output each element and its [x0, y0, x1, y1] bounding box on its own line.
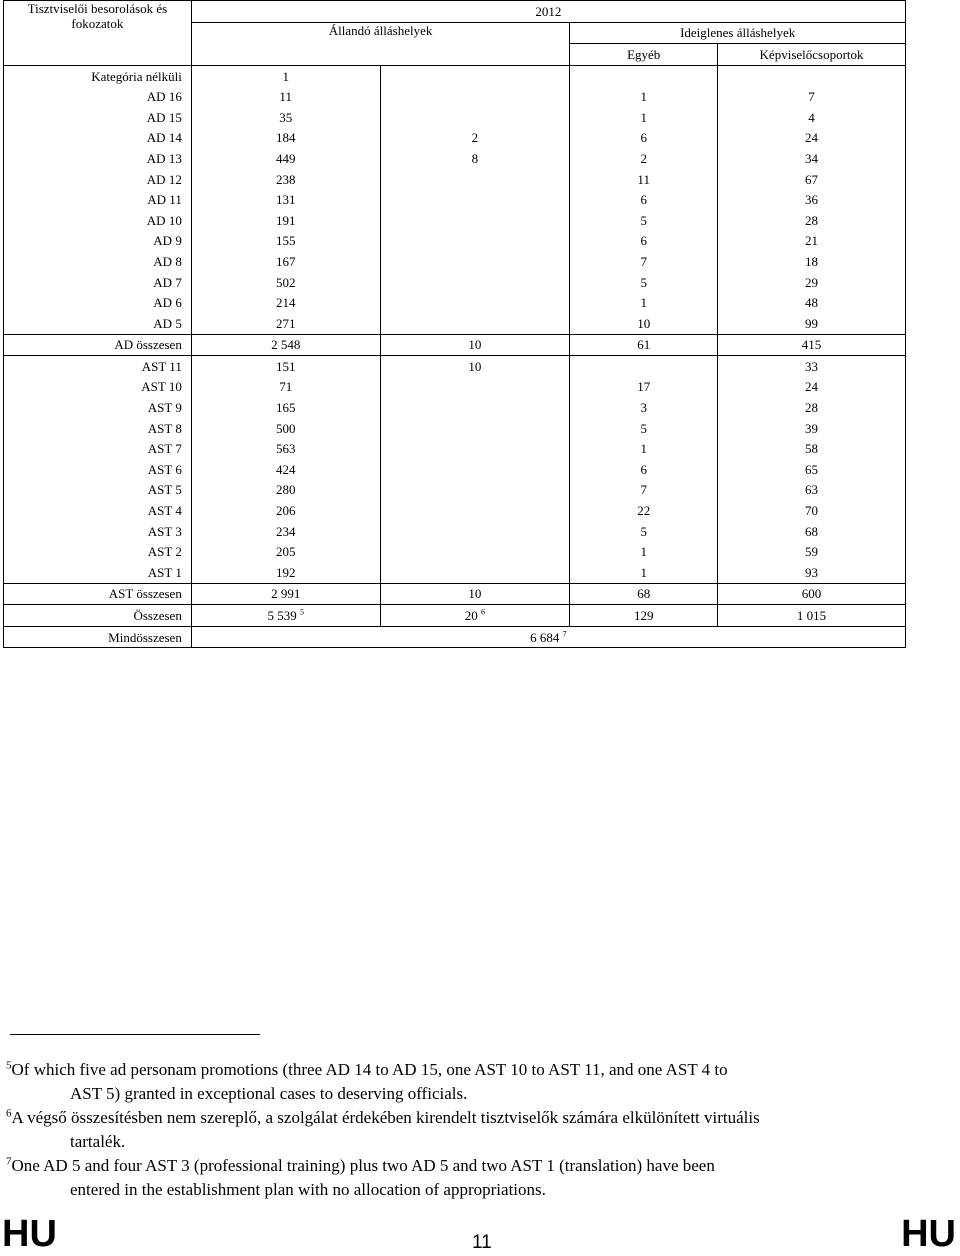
grade-cell: Kategória nélküli [4, 65, 192, 86]
permanent-cell: 11 [191, 86, 380, 107]
permanent-cell: 424 [191, 459, 380, 480]
political-groups-cell: 48 [718, 292, 906, 313]
table-row [4, 562, 906, 583]
political-groups-cell: 28 [718, 210, 906, 231]
political-groups-cell: 67 [718, 169, 906, 190]
temporary-other-cell: 5 [570, 210, 718, 231]
temporary-other-cell: 11 [570, 169, 718, 190]
political-groups-cell: 18 [718, 251, 906, 272]
permanent-other-cell [380, 459, 570, 480]
political-groups-cell: 65 [718, 459, 906, 480]
table-row [4, 107, 906, 128]
permanent-other-cell [380, 397, 570, 418]
grade-cell: AD 12 [4, 169, 192, 190]
grade-cell: AST 7 [4, 438, 192, 459]
political-groups-cell: 28 [718, 397, 906, 418]
table-row [4, 459, 906, 480]
grade-cell: AST 9 [4, 397, 192, 418]
permanent-other-cell [380, 86, 570, 107]
total-groups-cell: 1 015 [718, 605, 906, 627]
table-row [4, 438, 906, 459]
table-row [4, 65, 906, 86]
temporary-other-cell: 6 [570, 231, 718, 252]
header-temporary: Ideiglenes álláshelyek [570, 22, 906, 44]
temporary-other-cell: 68 [570, 583, 718, 605]
permanent-cell: 234 [191, 521, 380, 542]
political-groups-cell: 29 [718, 272, 906, 293]
permanent-other-cell [380, 210, 570, 231]
permanent-cell: 1 [191, 65, 380, 86]
permanent-other-cell: 2 [380, 128, 570, 149]
footer-language-right: HU [901, 1213, 956, 1255]
table-row [4, 189, 906, 210]
table-row [4, 128, 906, 149]
permanent-other-cell [380, 272, 570, 293]
permanent-cell: 280 [191, 480, 380, 501]
permanent-other-cell [380, 313, 570, 334]
grand-total-row [4, 626, 906, 648]
subtotal-row [4, 583, 906, 605]
temporary-other-cell: 10 [570, 313, 718, 334]
grade-cell: AD 16 [4, 86, 192, 107]
table-row [4, 313, 906, 334]
permanent-cell: 2 991 [191, 583, 380, 605]
permanent-other-cell [380, 251, 570, 272]
temporary-other-cell: 1 [570, 107, 718, 128]
temporary-other-cell: 1 [570, 562, 718, 583]
establishment-plan-table [3, 0, 906, 648]
grade-cell: AD 8 [4, 251, 192, 272]
permanent-cell: 449 [191, 148, 380, 169]
permanent-cell: 165 [191, 397, 380, 418]
grade-cell: AD 11 [4, 189, 192, 210]
permanent-cell: 2 548 [191, 334, 380, 356]
permanent-other-cell: 10 [380, 334, 570, 356]
grade-cell: AD 15 [4, 107, 192, 128]
grade-cell: AST 6 [4, 459, 192, 480]
political-groups-cell: 21 [718, 231, 906, 252]
temporary-other-cell: 1 [570, 438, 718, 459]
permanent-other-cell: 10 [380, 356, 570, 377]
temporary-other-cell: 5 [570, 272, 718, 293]
permanent-other-cell [380, 500, 570, 521]
permanent-cell: 500 [191, 418, 380, 439]
permanent-cell: 167 [191, 251, 380, 272]
header-year: 2012 [191, 1, 905, 23]
political-groups-cell: 59 [718, 541, 906, 562]
grade-cell: AST összesen [4, 583, 192, 605]
temporary-other-cell: 6 [570, 459, 718, 480]
grand-total-label: Mindösszesen [4, 626, 192, 648]
permanent-cell: 191 [191, 210, 380, 231]
permanent-other-cell [380, 65, 570, 86]
political-groups-cell: 24 [718, 377, 906, 398]
temporary-other-cell: 2 [570, 148, 718, 169]
permanent-cell: 192 [191, 562, 380, 583]
political-groups-cell: 39 [718, 418, 906, 439]
permanent-other-cell [380, 562, 570, 583]
permanent-cell: 184 [191, 128, 380, 149]
political-groups-cell: 68 [718, 521, 906, 542]
temporary-other-cell: 7 [570, 480, 718, 501]
table-row [4, 418, 906, 439]
total-permanent-cell: 5 539 $^5$ [191, 605, 380, 627]
grade-cell: AD 7 [4, 272, 192, 293]
footnote-6: $^6$A végső összesítésben nem szereplő, a szolgálat érdekében kirendelt tisztviselők számára elkülönített virtuális tartalék. [6, 1107, 760, 1151]
political-groups-cell: 24 [718, 128, 906, 149]
page-number: 11 [472, 1232, 492, 1253]
political-groups-cell: 70 [718, 500, 906, 521]
grade-cell: AD 5 [4, 313, 192, 334]
political-groups-cell: 415 [718, 334, 906, 356]
permanent-cell: 151 [191, 356, 380, 377]
total-row [4, 605, 906, 627]
grade-cell: AST 11 [4, 356, 192, 377]
temporary-other-cell: 1 [570, 292, 718, 313]
political-groups-cell: 63 [718, 480, 906, 501]
permanent-other-cell [380, 418, 570, 439]
political-groups-cell: 93 [718, 562, 906, 583]
grade-cell: AD 10 [4, 210, 192, 231]
permanent-other-cell [380, 189, 570, 210]
grade-cell: AST 1 [4, 562, 192, 583]
total-other-cell: 20 $^6$ [380, 605, 570, 627]
footnote-7: $^7$One AD 5 and four AST 3 (professional training) plus two AD 5 and two AST 1 (translation) have been entered in the establishment plan with no allocation of appropriations. [6, 1155, 715, 1199]
table-row [4, 210, 906, 231]
grade-cell: AST 2 [4, 541, 192, 562]
political-groups-cell: 7 [718, 86, 906, 107]
table-row [4, 377, 906, 398]
temporary-other-cell: 7 [570, 251, 718, 272]
total-label: Összesen [4, 605, 192, 627]
temporary-other-cell: 22 [570, 500, 718, 521]
table-row [4, 480, 906, 501]
grade-cell: AD 14 [4, 128, 192, 149]
header-permanent: Állandó álláshelyek [191, 22, 569, 65]
grade-cell: AST 4 [4, 500, 192, 521]
temporary-other-cell: 17 [570, 377, 718, 398]
political-groups-cell: 58 [718, 438, 906, 459]
permanent-other-cell [380, 438, 570, 459]
permanent-other-cell [380, 521, 570, 542]
header-other: Egyéb [570, 44, 718, 66]
grade-cell: AD 13 [4, 148, 192, 169]
permanent-cell: 563 [191, 438, 380, 459]
grade-cell: AST 3 [4, 521, 192, 542]
table-row [4, 86, 906, 107]
table-row [4, 292, 906, 313]
temporary-other-cell: 1 [570, 86, 718, 107]
grade-cell: AST 8 [4, 418, 192, 439]
temporary-other-cell: 3 [570, 397, 718, 418]
table-row [4, 521, 906, 542]
permanent-cell: 214 [191, 292, 380, 313]
grade-cell: AD összesen [4, 334, 192, 356]
table-row [4, 169, 906, 190]
header-groups: Képviselőcsoportok [718, 44, 906, 66]
grade-cell: AD 9 [4, 231, 192, 252]
table-row [4, 541, 906, 562]
permanent-cell: 205 [191, 541, 380, 562]
political-groups-cell: 99 [718, 313, 906, 334]
table-row [4, 231, 906, 252]
temporary-other-cell: 61 [570, 334, 718, 356]
permanent-other-cell [380, 541, 570, 562]
permanent-cell: 155 [191, 231, 380, 252]
permanent-cell: 35 [191, 107, 380, 128]
footnote-separator [10, 1034, 260, 1035]
table-row [4, 272, 906, 293]
grand-total-value: 6 684 $^7$ [191, 626, 905, 648]
grade-cell: AD 6 [4, 292, 192, 313]
permanent-other-cell [380, 169, 570, 190]
political-groups-cell: 33 [718, 356, 906, 377]
temporary-other-cell: 6 [570, 189, 718, 210]
permanent-other-cell: 8 [380, 148, 570, 169]
political-groups-cell: 4 [718, 107, 906, 128]
table-row [4, 356, 906, 377]
table-row [4, 500, 906, 521]
table-row [4, 397, 906, 418]
political-groups-cell [718, 65, 906, 86]
political-groups-cell: 600 [718, 583, 906, 605]
grade-cell: AST 5 [4, 480, 192, 501]
political-groups-cell: 34 [718, 148, 906, 169]
header-category: Tisztviselői besorolások és fokozatok [4, 1, 192, 66]
temporary-other-cell: 6 [570, 128, 718, 149]
table-row [4, 148, 906, 169]
temporary-other-cell: 5 [570, 521, 718, 542]
temporary-other-cell [570, 65, 718, 86]
permanent-cell: 206 [191, 500, 380, 521]
permanent-cell: 131 [191, 189, 380, 210]
temporary-other-cell: 5 [570, 418, 718, 439]
subtotal-row [4, 334, 906, 356]
temporary-other-cell: 1 [570, 541, 718, 562]
temporary-other-cell [570, 356, 718, 377]
permanent-cell: 238 [191, 169, 380, 190]
permanent-other-cell [380, 480, 570, 501]
grade-cell: AST 10 [4, 377, 192, 398]
permanent-cell: 271 [191, 313, 380, 334]
footer-language-left: HU [2, 1213, 57, 1255]
permanent-other-cell [380, 107, 570, 128]
permanent-cell: 71 [191, 377, 380, 398]
total-temporary-cell: 129 [570, 605, 718, 627]
permanent-other-cell [380, 377, 570, 398]
footnote-5: $^5$Of which five ad personam promotions (three AD 14 to AD 15, one AST 10 to AST 11, and one AST 4 to AST 5) granted in exceptional cases to deserving officials. [6, 1059, 728, 1103]
table-row [4, 251, 906, 272]
permanent-other-cell: 10 [380, 583, 570, 605]
permanent-cell: 502 [191, 272, 380, 293]
permanent-other-cell [380, 231, 570, 252]
permanent-other-cell [380, 292, 570, 313]
political-groups-cell: 36 [718, 189, 906, 210]
